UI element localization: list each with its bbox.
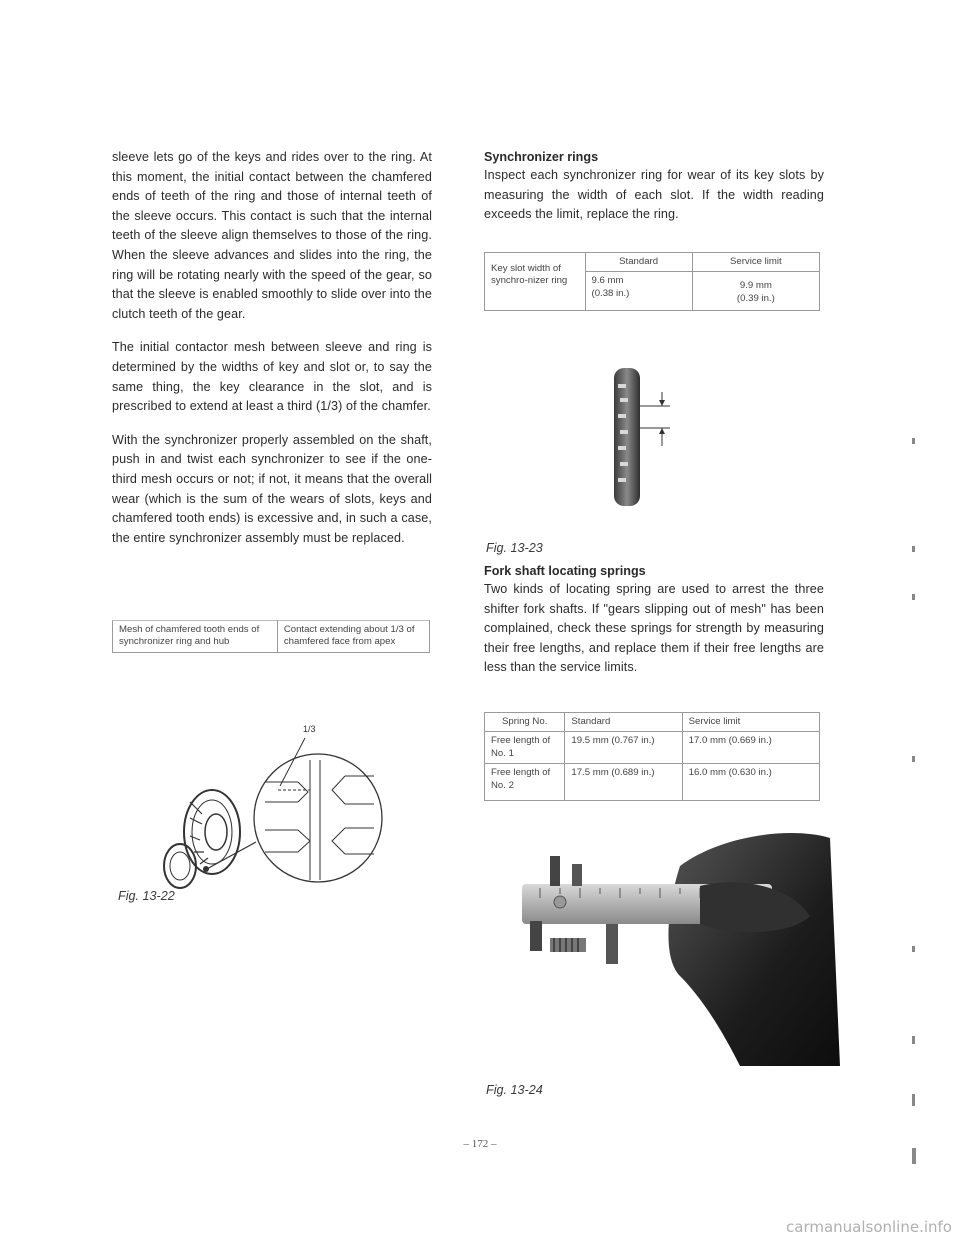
figure-caption: Fig. 13-24 (486, 1083, 543, 1097)
figure-caption: Fig. 13-23 (486, 541, 543, 555)
right-column (484, 148, 824, 239)
scan-mark (912, 546, 915, 552)
standard-value-cell (585, 272, 692, 311)
body-paragraph: Two kinds of locating spring are used to arrest the three shifter fork shafts. If "gears slipping out of mesh" has been complained, check these springs for strength by measuring their free lengths, and replace them if their free lengths are less than the service limits. (484, 582, 824, 675)
scan-mark (912, 946, 915, 952)
header-cell: Standard (565, 713, 682, 732)
spring-label-cell: Free length of No. 1 (485, 732, 565, 764)
table-row (485, 732, 820, 764)
spring-limit-cell: 17.0 mm (0.669 in.) (682, 732, 819, 764)
fraction-label: 1/3 (303, 724, 316, 734)
synchronizer-ring-photo (600, 362, 690, 512)
body-paragraph: Inspect each synchronizer ring for wear of its key slots by measuring the width of each slot. If the width reading exceeds the limit, replace the ring. (484, 168, 824, 222)
header-cell: Service limit (682, 713, 819, 732)
spring-standard-cell: 19.5 mm (0.767 in.) (565, 732, 682, 764)
limit-value-cell (692, 272, 819, 311)
body-paragraph: With the synchronizer properly assembled on the shaft, push in and twist each synchronizer to see if the one-third mesh occurs or not; if not, it means that the overall wear (which is the sum of the wears of slots, keys and chamfered tooth ends) is excessive and, in such a case, the entire synchronizer assembly must be replaced. (112, 432, 432, 545)
scan-mark (912, 1036, 915, 1044)
scan-mark (912, 1094, 915, 1106)
scan-mark (912, 594, 915, 600)
standard-mm: 9.6 mm (591, 275, 624, 287)
mesh-spec-table (112, 620, 430, 653)
fork-springs-section (484, 562, 824, 692)
section-heading: Synchronizer rings (484, 150, 599, 164)
spring-spec-table (484, 712, 820, 801)
table-row (485, 253, 820, 272)
site-watermark: carmanualsonline.info (786, 1218, 952, 1236)
spring-limit-cell: 16.0 mm (0.630 in.) (682, 764, 819, 801)
table-row (485, 764, 820, 801)
synchronizer-mesh-diagram (150, 720, 410, 890)
limit-header-cell: Service limit (692, 253, 819, 272)
key-slot-spec-table (484, 252, 820, 311)
limit-in: (0.39 in.) (736, 292, 775, 304)
scan-mark (912, 756, 915, 762)
spring-standard-cell: 17.5 mm (0.689 in.) (565, 764, 682, 801)
standard-in: (0.38 in.) (591, 287, 630, 299)
header-cell: Spring No. (485, 713, 565, 732)
scan-mark (912, 1148, 916, 1164)
page-number: – 172 – (463, 1138, 497, 1150)
figure-caption: Fig. 13-22 (118, 889, 175, 903)
table-row (113, 621, 430, 653)
spring-label-cell: Free length of No. 2 (485, 764, 565, 801)
scan-mark (912, 438, 915, 444)
body-paragraph: sleeve lets go of the keys and rides over to the ring. At this moment, the initial contact between the chamfered ends of teeth of the ring and those of internal teeth of the sleeve occurs. This contact is such that the internal teeth of the sleeve align themselves to those of the ring. When the sleeve advances and slides into the ring, the ring will be rotating nearly with the speed of the gear, so that the sleeve is enabled smoothly to slide over into the clutch teeth of the gear. (112, 150, 432, 321)
standard-header-cell: Standard (585, 253, 692, 272)
mesh-value-cell: Contact extending about 1/3 of chamfered face from apex (277, 621, 429, 653)
table-header-row (485, 713, 820, 732)
body-paragraph: The initial contactor mesh between sleeve and ring is determined by the widths of key and slot or, to say the same thing, the key clearance in the slot, and is prescribed to extend at least a third (1/3) of the chamfer. (112, 340, 432, 414)
left-column (112, 148, 432, 562)
section-heading: Fork shaft locating springs (484, 564, 646, 578)
key-slot-label-cell: Key slot width of synchro-nizer ring (485, 253, 586, 311)
caliper-measurement-photo (510, 826, 840, 1066)
limit-mm: 9.9 mm (739, 280, 772, 292)
mesh-label-cell: Mesh of chamfered tooth ends of synchronizer ring and hub (113, 621, 278, 653)
